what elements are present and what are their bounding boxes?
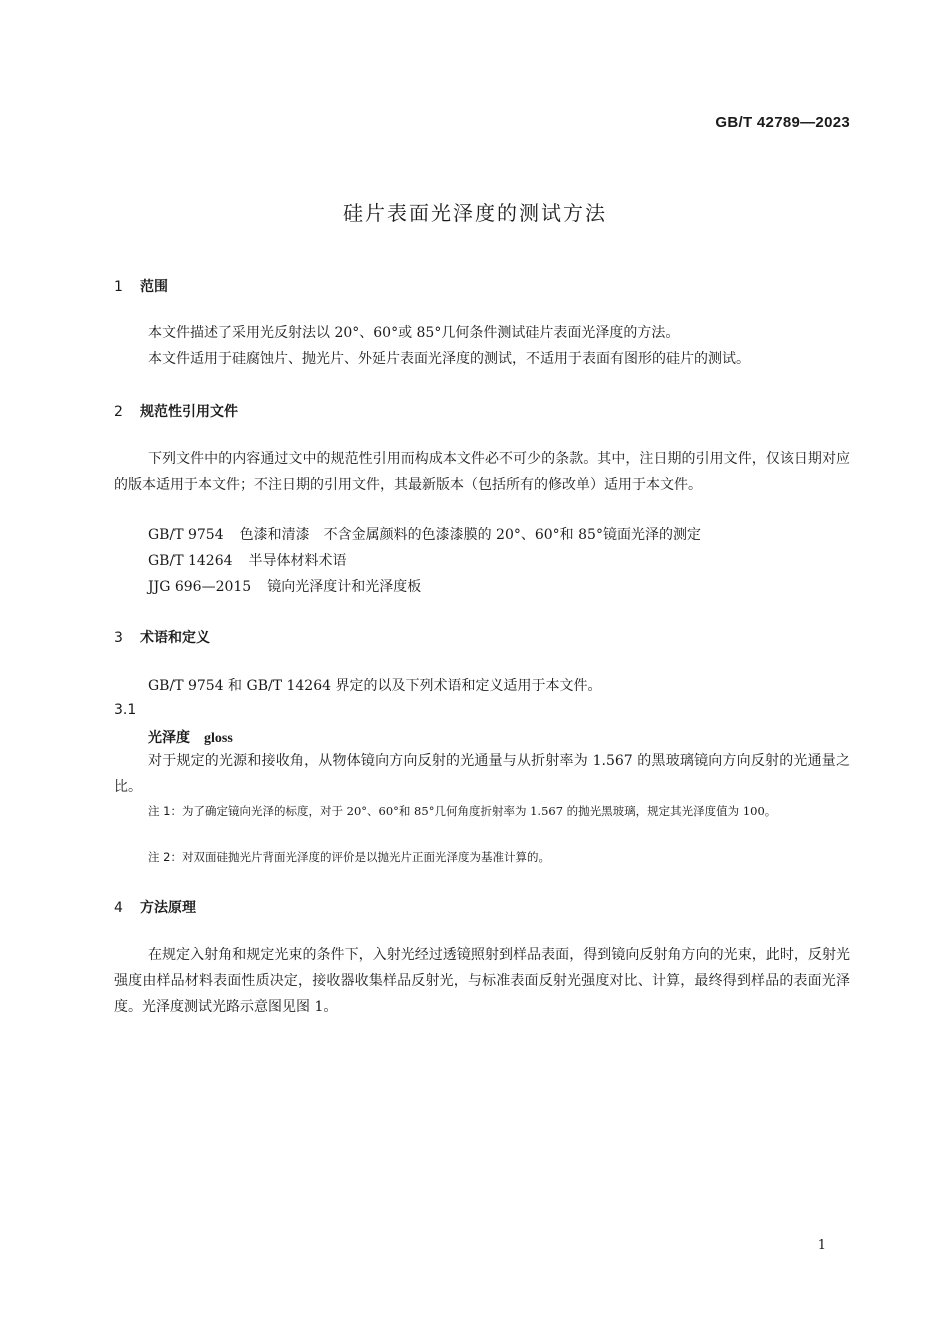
section-1-paragraph-1: 本文件描述了采用光反射法以 20°、60°或 85°几何条件测试硅片表面光泽度的方法。 bbox=[148, 325, 680, 341]
section-number: 3 bbox=[114, 630, 123, 646]
section-title: 范围 bbox=[140, 279, 168, 295]
reference-title: 色漆和清漆 不含金属颜料的色漆漆膜的 20°、60°和 85°镜面光泽的测定 bbox=[239, 527, 701, 543]
section-title: 规范性引用文件 bbox=[140, 404, 238, 420]
section-number: 1 bbox=[114, 279, 123, 295]
standard-number: GB/T 42789—2023 bbox=[715, 114, 850, 131]
reference-item bbox=[148, 574, 421, 600]
reference-title: 半导体材料术语 bbox=[248, 553, 347, 569]
note-text: 为了确定镜向光泽的标度，对于 20°、60°和 85°几何角度折射率为 1.567 的抛光黑玻璃，规定其光泽度值为 100。 bbox=[181, 804, 777, 818]
section-title: 方法原理 bbox=[140, 900, 196, 916]
section-1-heading bbox=[114, 276, 168, 296]
reference-code: GB/T 14264 bbox=[148, 553, 233, 569]
reference-item bbox=[148, 548, 347, 574]
section-3-heading bbox=[114, 627, 210, 647]
document-title: 硅片表面光泽度的测试方法 bbox=[343, 201, 607, 225]
section-title: 术语和定义 bbox=[140, 630, 210, 646]
term-definition: 对于规定的光源和接收角，从物体镜向方向反射的光通量与从折射率为 1.567 的黑玻璃镜向方向反射的光通量之比。 bbox=[114, 753, 850, 795]
section-2-intro: 下列文件中的内容通过文中的规范性引用而构成本文件必不可少的条款。其中，注日期的引用文件，仅该日期对应的版本适用于本文件；不注日期的引用文件，其最新版本（包括所有的修改单）适用于本文件。 bbox=[114, 451, 850, 493]
reference-code: GB/T 9754 bbox=[148, 527, 224, 543]
note-label: 注 2： bbox=[148, 850, 182, 864]
section-2-heading bbox=[114, 401, 238, 421]
term-note-1 bbox=[148, 800, 850, 823]
reference-title: 镜向光泽度计和光泽度板 bbox=[267, 579, 422, 595]
term-note-2 bbox=[148, 846, 850, 869]
section-number: 4 bbox=[114, 900, 123, 916]
section-3-intro: GB/T 9754 和 GB/T 14264 界定的以及下列术语和定义适用于本文件。 bbox=[148, 678, 602, 694]
term-number: 3.1 bbox=[114, 702, 137, 718]
term-name-zh: 光泽度 bbox=[148, 730, 190, 746]
note-label: 注 1： bbox=[148, 804, 182, 818]
page-number: 1 bbox=[817, 1238, 826, 1253]
section-4-paragraph: 在规定入射角和规定光束的条件下，入射光经过透镜照射到样品表面，得到镜向反射角方向的光束，此时，反射光强度由样品材料表面性质决定，接收器收集样品反射光，与标准表面反射光强度对比、计算，最终得到样品的表面光泽度。光泽度测试光路示意图见图 1。 bbox=[114, 947, 850, 1015]
term-name bbox=[148, 727, 233, 747]
term-name-en: gloss bbox=[204, 731, 233, 746]
section-1-paragraph-2: 本文件适用于硅腐蚀片、抛光片、外延片表面光泽度的测试，不适用于表面有图形的硅片的测试。 bbox=[148, 351, 750, 367]
note-text: 对双面硅抛光片背面光泽度的评价是以抛光片正面光泽度为基准计算的。 bbox=[181, 850, 550, 864]
section-4-heading bbox=[114, 897, 196, 917]
section-number: 2 bbox=[114, 404, 123, 420]
reference-code: JJG 696—2015 bbox=[148, 579, 252, 595]
reference-item bbox=[148, 522, 701, 548]
